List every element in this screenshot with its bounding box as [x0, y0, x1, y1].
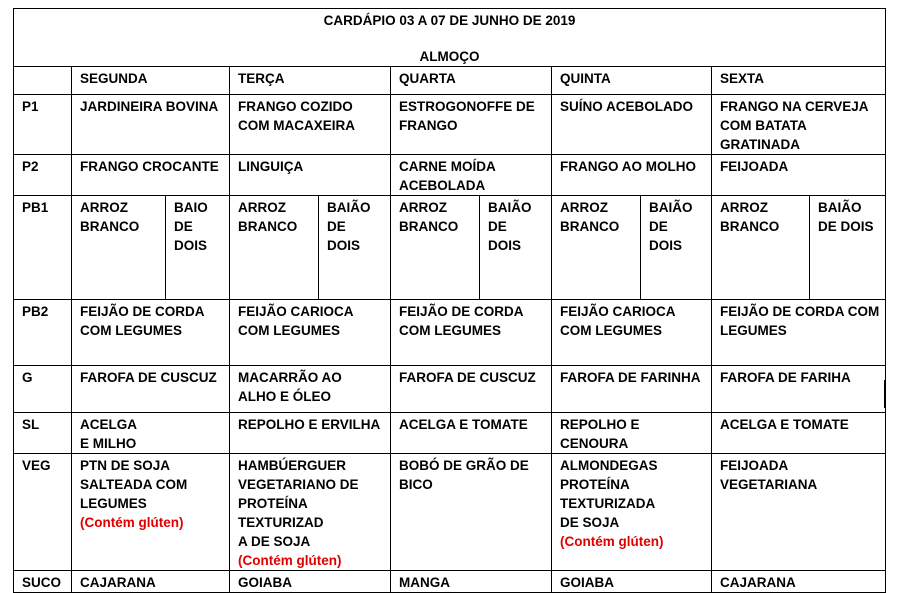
- menu-cell: [391, 300, 552, 366]
- menu-cell: [230, 413, 391, 454]
- dish-line: FEIJÃO DE CORDA: [399, 304, 524, 319]
- menu-cell: [552, 571, 712, 593]
- dish-line: DE: [174, 219, 193, 234]
- menu-subcell-baiao: [810, 196, 886, 300]
- dish-line: FRANGO COZIDO: [238, 99, 353, 114]
- dish-line: SUÍNO ACEBOLADO: [560, 99, 694, 114]
- menu-cell: [230, 366, 391, 413]
- dish-line: VEGETARIANO DE: [238, 477, 359, 492]
- dish-line: GRATINADA: [720, 137, 800, 152]
- meal-subtitle: ALMOÇO: [419, 49, 480, 64]
- menu-cell: [552, 300, 712, 366]
- dish-line: ARROZ: [560, 200, 608, 215]
- dish-line: BAIÃO: [649, 200, 693, 215]
- days-row: [14, 67, 886, 95]
- dish-line: TEXTURIZADA: [560, 496, 656, 511]
- dish-line: COM LEGUMES: [80, 323, 183, 338]
- dish-line: ARROZ: [720, 200, 768, 215]
- dish-line: BAIÃO: [818, 200, 862, 215]
- dish-line: BAIO: [174, 200, 208, 215]
- dish-line: MANGA: [399, 575, 450, 590]
- dish-line: GOIABA: [238, 575, 292, 590]
- menu-subcell-baiao: [480, 196, 552, 300]
- dish-line: ACELGA E TOMATE: [720, 417, 849, 432]
- dish-line: HAMBÚERGUER: [238, 458, 346, 473]
- dish-line: FEIJOADA: [720, 458, 789, 473]
- dish-line: ACELGA E TOMATE: [399, 417, 528, 432]
- dish-line: REPOLHO E ERVILHA: [238, 417, 381, 432]
- menu-cell: [72, 366, 230, 413]
- dish-line: BAIÃO: [327, 200, 371, 215]
- dish-line: ACEBOLADA: [399, 178, 486, 193]
- dish-line: BOBÓ DE GRÃO DE: [399, 458, 529, 473]
- menu-cell: [72, 413, 230, 454]
- menu-cell: [391, 571, 552, 593]
- dish-line: DE: [488, 219, 507, 234]
- dish-line: FRANGO NA CERVEJA: [720, 99, 869, 114]
- menu-cell: [391, 95, 552, 155]
- menu-cell: [712, 571, 886, 593]
- menu-document: [13, 8, 885, 593]
- menu-cell: [552, 95, 712, 155]
- gluten-warning: (Contém glúten): [80, 515, 184, 530]
- row-p2: [14, 155, 886, 196]
- menu-subcell-baiao: [166, 196, 230, 300]
- menu-cell-veg: [230, 454, 391, 571]
- menu-cell: [712, 300, 886, 366]
- row-pb1: [14, 196, 886, 300]
- menu-cell: [552, 413, 712, 454]
- row-p1: [14, 95, 886, 155]
- dish-line: BRANCO: [720, 219, 780, 234]
- menu-cell: [391, 155, 552, 196]
- menu-cell: [391, 413, 552, 454]
- row-label: SL: [14, 413, 72, 454]
- menu-cell: [230, 95, 391, 155]
- menu-title: CARDÁPIO 03 A 07 DE JUNHO DE 2019: [323, 13, 576, 28]
- header-row: [14, 9, 886, 67]
- dish-line: FRANGO CROCANTE: [80, 159, 219, 174]
- row-sl: [14, 413, 886, 454]
- menu-cell-veg: [72, 454, 230, 571]
- menu-cell-veg: [391, 454, 552, 571]
- dish-line: BRANCO: [560, 219, 620, 234]
- dish-line: ARROZ: [399, 200, 447, 215]
- dish-line: COM LEGUMES: [560, 323, 663, 338]
- menu-subcell-rice: [72, 196, 166, 300]
- menu-cell: [230, 155, 391, 196]
- dish-line: DE SOJA: [560, 515, 620, 530]
- dish-line: CAJARANA: [80, 575, 156, 590]
- dish-line: ESTROGONOFFE DE: [399, 99, 535, 114]
- dish-line: PROTEÍNA: [560, 477, 630, 492]
- dish-line: VEGETARIANA: [720, 477, 818, 492]
- dish-line: FRANGO: [399, 118, 458, 133]
- dish-line: JARDINEIRA BOVINA: [80, 99, 219, 114]
- menu-cell-veg: [552, 454, 712, 571]
- border-fragment: [884, 380, 885, 408]
- dish-line: DOIS: [327, 238, 361, 253]
- menu-cell: [552, 366, 712, 413]
- menu-cell-veg: [712, 454, 886, 571]
- dish-line: LEGUMES: [80, 496, 147, 511]
- row-label: PB1: [14, 196, 72, 300]
- day-header: SEGUNDA: [72, 67, 230, 95]
- dish-line: FAROFA DE FARIHA: [720, 370, 851, 385]
- menu-cell: [230, 300, 391, 366]
- dish-line: CAJARANA: [720, 575, 796, 590]
- menu-cell: [72, 95, 230, 155]
- dish-line: REPOLHO E: [560, 417, 640, 432]
- dish-line: FEIJÃO CARIOCA: [238, 304, 354, 319]
- menu-subcell-rice: [552, 196, 641, 300]
- dish-line: A DE SOJA: [238, 534, 311, 549]
- dish-line: COM BATATA: [720, 118, 807, 133]
- dish-line: ALMONDEGAS: [560, 458, 658, 473]
- menu-cell: [712, 95, 886, 155]
- row-label: SUCO: [14, 571, 72, 593]
- dish-line: COM MACAXEIRA: [238, 118, 355, 133]
- row-veg: [14, 454, 886, 571]
- dish-line: FEIJÃO DE CORDA COM: [720, 304, 880, 319]
- dish-line: BAIÃO: [488, 200, 532, 215]
- dish-line: GOIABA: [560, 575, 614, 590]
- row-label: PB2: [14, 300, 72, 366]
- dish-line: DE DOIS: [818, 219, 874, 234]
- day-header: SEXTA: [712, 67, 886, 95]
- dish-line: FRANGO AO MOLHO: [560, 159, 696, 174]
- corner-cell: [14, 67, 72, 95]
- dish-line: FEIJÃO CARIOCA: [560, 304, 676, 319]
- menu-cell: [72, 300, 230, 366]
- menu-subcell-rice: [230, 196, 319, 300]
- dish-line: PTN DE SOJA: [80, 458, 171, 473]
- dish-line: MACARRÃO AO: [238, 370, 342, 385]
- menu-cell: [72, 155, 230, 196]
- row-label: P1: [14, 95, 72, 155]
- menu-subcell-baiao: [641, 196, 712, 300]
- row-suco: [14, 571, 886, 593]
- dish-line: BRANCO: [238, 219, 298, 234]
- dish-line: DE: [649, 219, 668, 234]
- menu-cell: [712, 155, 886, 196]
- dish-line: PROTEÍNA: [238, 496, 308, 511]
- menu-subcell-rice: [712, 196, 810, 300]
- menu-subcell-baiao: [319, 196, 391, 300]
- dish-line: BRANCO: [80, 219, 140, 234]
- row-g: [14, 366, 886, 413]
- dish-line: CENOURA: [560, 436, 629, 451]
- dish-line: TEXTURIZAD: [238, 515, 324, 530]
- dish-line: FEIJÃO DE CORDA: [80, 304, 205, 319]
- menu-cell: [712, 413, 886, 454]
- dish-line: DE: [327, 219, 346, 234]
- menu-cell: [552, 155, 712, 196]
- dish-line: FAROFA DE CUSCUZ: [399, 370, 536, 385]
- dish-line: ACELGA: [80, 417, 137, 432]
- dish-line: E MILHO: [80, 436, 137, 451]
- dish-line: LEGUMES: [720, 323, 787, 338]
- day-header: TERÇA: [230, 67, 391, 95]
- day-header: QUARTA: [391, 67, 552, 95]
- dish-line: DOIS: [649, 238, 683, 253]
- dish-line: DOIS: [488, 238, 522, 253]
- dish-line: LINGUIÇA: [238, 159, 304, 174]
- row-label: P2: [14, 155, 72, 196]
- menu-cell: [72, 571, 230, 593]
- gluten-warning: (Contém glúten): [560, 534, 664, 549]
- dish-line: ALHO E ÓLEO: [238, 389, 332, 404]
- row-pb2: [14, 300, 886, 366]
- dish-line: SALTEADA COM: [80, 477, 188, 492]
- menu-cell: [230, 571, 391, 593]
- dish-line: COM LEGUMES: [238, 323, 341, 338]
- menu-cell: [391, 366, 552, 413]
- row-label: G: [14, 366, 72, 413]
- row-label: VEG: [14, 454, 72, 571]
- menu-cell: [712, 366, 886, 413]
- dish-line: COM LEGUMES: [399, 323, 502, 338]
- title-cell: [14, 9, 886, 67]
- dish-line: CARNE MOÍDA: [399, 159, 496, 174]
- dish-line: ARROZ: [80, 200, 128, 215]
- dish-line: DOIS: [174, 238, 208, 253]
- dish-line: BICO: [399, 477, 433, 492]
- dish-line: ARROZ: [238, 200, 286, 215]
- menu-table: [13, 8, 886, 593]
- gluten-warning: (Contém glúten): [238, 553, 342, 568]
- dish-line: FAROFA DE FARINHA: [560, 370, 701, 385]
- dish-line: FEIJOADA: [720, 159, 789, 174]
- day-header: QUINTA: [552, 67, 712, 95]
- menu-subcell-rice: [391, 196, 480, 300]
- dish-line: BRANCO: [399, 219, 459, 234]
- dish-line: FAROFA DE CUSCUZ: [80, 370, 217, 385]
